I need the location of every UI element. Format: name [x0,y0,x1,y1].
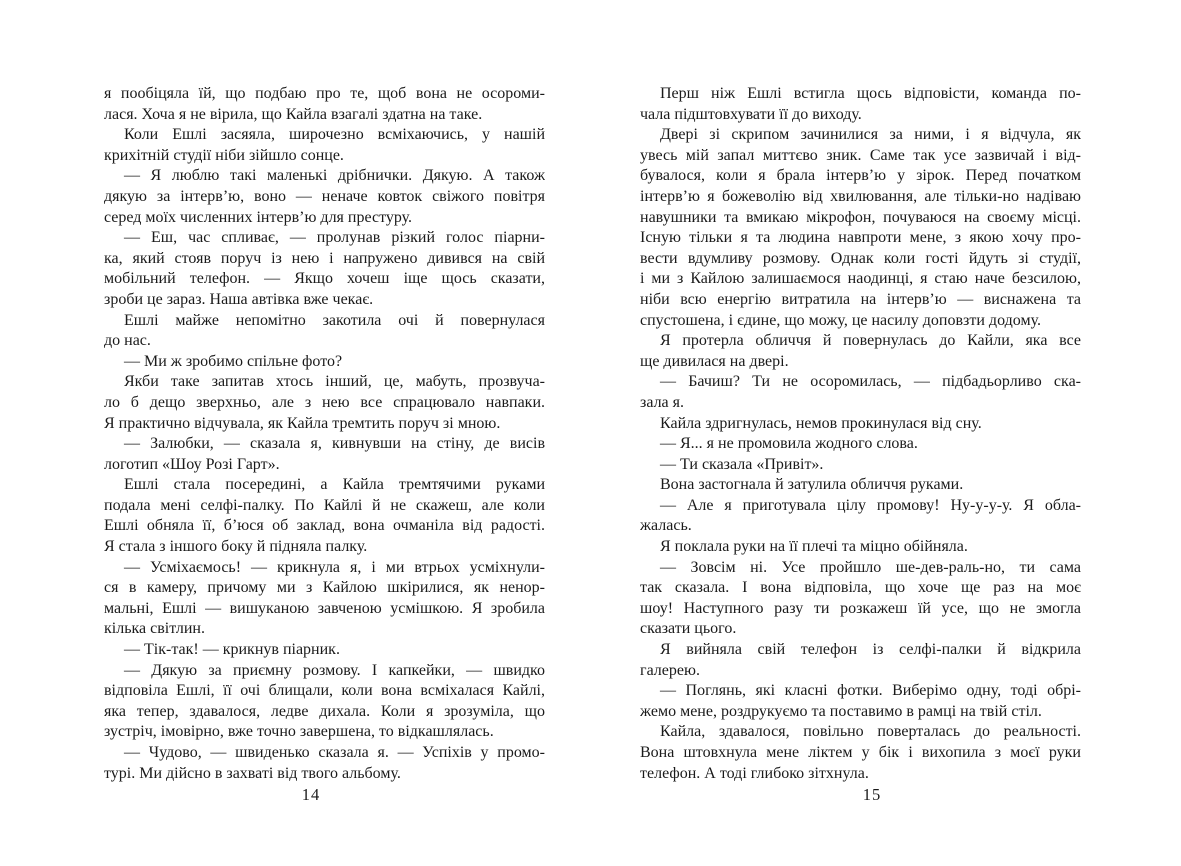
text-line: Вона застогнала й затулила обличчя руками. [660,476,964,494]
text-line: Я поклала руки на її плечі та міцно обійняла. [660,538,968,556]
paragraph [640,331,1081,372]
text-line: подала мені селфі-палку. По Кайлі й не скажеш, але коли [104,496,545,514]
paragraph [104,640,545,661]
text-line: Ешлі стала посередині, а Кайла тремтячими руками [124,476,545,494]
text-line: — Бачиш? Ти не осоромилась, — підбадьорливо ска- [660,373,1081,391]
text-line: зроби це зараз. Наша автівка вже чекає. [104,290,374,308]
text-line: вести вдумливу розмову. Однак коли гості йдуть зі студії, [640,249,1081,267]
text-line: ся в камеру, причому ми з Кайлою шкірилися, як ненор- [104,579,545,597]
text-line: — Залюбки, — сказала я, кивнувши на стіну, де висів [124,435,545,453]
text-line: кілька світлин. [104,620,205,638]
paragraph [640,496,1081,537]
text-line: — Еш, час спливає, — пролунав різкий голос піарни- [124,229,545,247]
text-line: — Поглянь, які класні фотки. Виберімо одну, тоді обрі- [660,682,1081,700]
text-line: жалась. [640,517,692,535]
paragraph [640,722,1081,784]
paragraph [640,681,1081,722]
text-line: Двері зі скрипом зачинилися за ними, і я відчула, як [660,126,1081,144]
text-line: яка тепер, здавалося, ледве дихала. Коли я зрозуміла, що [104,702,545,720]
text-line: мобільний телефон. — Якщо хочеш іще щось сказати, [104,270,545,288]
page-number: 15 [862,785,882,804]
text-line: ніби всю енергію витратила на інтерв’ю — виснажена та [640,290,1081,308]
paragraph [104,475,545,557]
text-line: — Ти сказала «Привіт». [660,455,824,473]
paragraph [640,125,1081,331]
text-line: — Ми ж зробимо спільне фото? [124,352,343,370]
text-line: ще дивилася на двері. [640,352,789,370]
paragraph [104,228,545,310]
text-line: турі. Ми дійсно в захваті від твого альбому. [104,764,401,782]
text-line: ло б дещо зверхньо, але з нею все спрацювало навпаки. [104,393,545,411]
paragraph [640,475,1081,496]
text-line: Я практично відчувала, як Кайла тремтить поруч зі мною. [104,414,501,432]
paragraph [104,661,545,743]
text-line: Кайла, здавалося, повільно поверталась до реальності. [660,723,1081,741]
text-line: Коли Ешлі засяяла, широчезно всміхаючись, у нашій [124,126,545,144]
text-line: — Усміхаємось! — крикнула я, і ми втрьох усміхнули- [124,558,545,576]
paragraph [104,743,545,784]
text-line: — Я люблю такі маленькі дрібнички. Дякую. А також [124,167,545,185]
text-line: крихітній студії ніби зійшло сонце. [104,146,344,164]
text-line: відповіла Ешлі, її очі блищали, коли вона всміхалася Кайлі, [104,682,545,700]
text-line: — Чудово, — швиденько сказала я. — Успіхів у промо- [124,744,545,761]
text-line: Я стала з іншого боку й підняла палку. [104,538,368,556]
text-line: сказати цього. [640,620,737,638]
text-line: жемо мене, роздрукуємо та поставимо в рамці на твій стіл. [640,702,1042,720]
text-line: галерею. [640,661,700,679]
page-number: 14 [301,785,321,804]
paragraph [640,84,1081,125]
text-line: шоу! Наступного разу ти розкажеш їй усе, що не змогла [640,599,1081,617]
paragraph [104,84,545,125]
paragraph [104,125,545,166]
text-line: Існую тільки я та людина навпроти мене, з якою хочу про- [640,229,1081,247]
text-line: Вона штовхнула мене ліктем у бік і вихопила з моєї руки [640,744,1081,761]
text-line: телефон. А тоді глибоко зітхнула. [640,764,869,782]
text-line: — Дякую за приємну розмову. І капкейки, — швидко [124,661,545,679]
text-line: — Тік-так! — крикнув піарник. [124,641,340,659]
paragraph [640,414,1081,435]
text-line: і ми з Кайлою залишаємося наодинці, я стаю наче безсилою, [640,270,1081,288]
text-line: інтерв’ю я божеволію від хвилювання, але тільки-но надіваю [640,187,1081,205]
text-line: чала підштовхувати її до виходу. [640,105,862,123]
text-line: ка, який стояв поруч із нею і напружено дивився на свій [104,249,545,267]
paragraph [640,455,1081,476]
page-text-column [640,84,1081,784]
text-line: бувалося, коли я брала інтерв’ю у зірок. Перед початком [640,167,1081,185]
text-line: Якби таке запитав хтось інший, це, мабуть, прозвуча- [124,373,545,391]
text-line: Перш ніж Ешлі встигла щось відповісти, команда по- [660,85,1081,102]
paragraph [640,372,1081,413]
text-line: до нас. [104,332,151,350]
text-line: — Але я приготувала цілу промову! Ну-у-у-у. Я обла- [660,496,1081,514]
text-line: — Я... я не промовила жодного слова. [660,435,918,453]
text-line: зала я. [640,393,685,411]
text-line: я пообіцяла їй, що подбаю про те, щоб вона не осороми- [104,85,545,102]
text-line: Ешлі обняла її, б’юся об заклад, вона очманіла від радості. [104,517,545,535]
page-text-column [104,84,545,784]
paragraph [104,434,545,475]
text-line: — Зовсім ні. Усе пройшло ше-дев-раль-но, ти сама [660,558,1081,576]
text-line: навушники та вмикаю мікрофон, почуваюся на своєму місці. [640,208,1081,226]
paragraph [640,434,1081,455]
paragraph [104,558,545,640]
paragraph [104,311,545,352]
text-line: Я протерла обличчя й повернулась до Кайли, яка все [660,332,1081,350]
text-line: серед моїх численних інтерв’ю для престуру. [104,208,413,226]
text-line: Ешлі майже непомітно закотила очі й повернулася [124,311,545,329]
paragraph [104,166,545,228]
paragraph [104,372,545,434]
text-line: Кайла здригнулась, немов прокинулася від сну. [660,414,982,432]
text-line: увесь мій запал миттєво зник. Саме так усе зазвичай і від- [640,146,1081,164]
text-line: так сказала. І вона відповіла, що хоче ще раз на моє [640,579,1081,597]
paragraph [640,640,1081,681]
text-line: зустріч, імовірно, вже точно завершена, то відкашлялась. [104,723,494,741]
paragraph [640,537,1081,558]
text-line: Я вийняла свій телефон із селфі-палки й відкрила [660,641,1081,659]
text-line: спустошена, і єдине, що можу, це насилу доповзти додому. [640,311,1041,329]
paragraph [640,558,1081,640]
text-line: лася. Хоча я не вірила, що Кайла взагалі здатна на таке. [104,105,483,123]
book-page-right [592,0,1181,866]
paragraph [104,352,545,373]
text-line: мальні, Ешлі — вишуканою завченою усмішкою. Я зробила [104,599,545,617]
text-line: дякую за інтерв’ю, воно — неначе ковток свіжого повітря [104,187,545,205]
text-line: логотип «Шоу Розі Гарт». [104,455,280,473]
